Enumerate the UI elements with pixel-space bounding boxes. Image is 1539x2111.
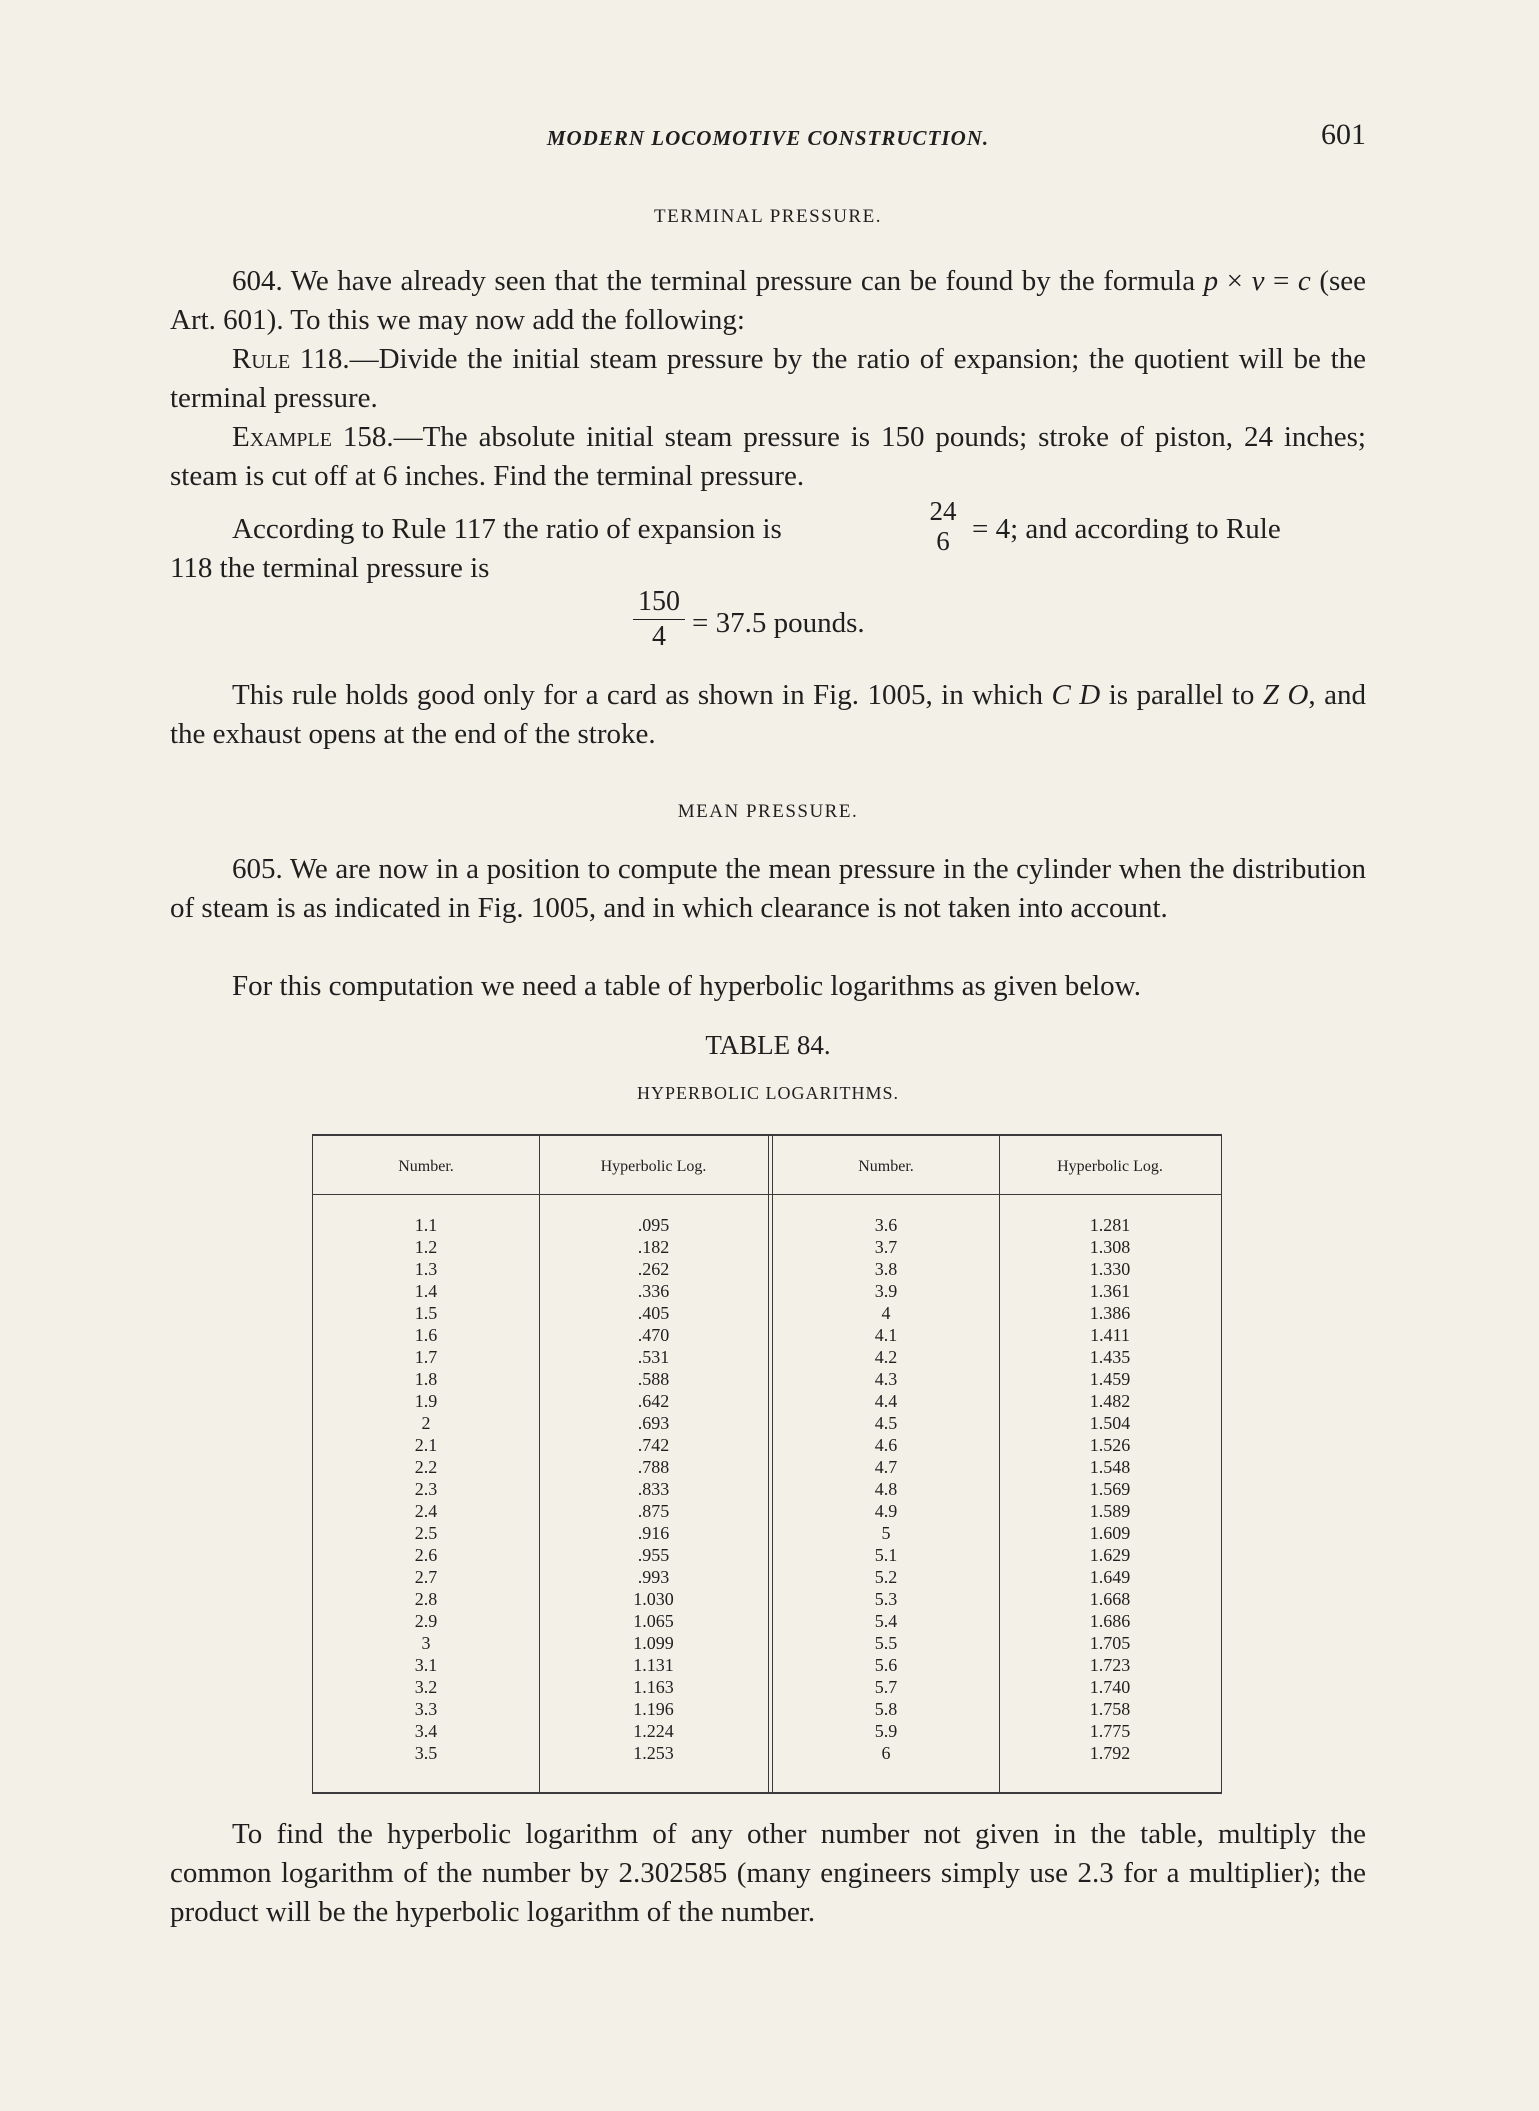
- cell-log: 1.435: [1089, 1347, 1131, 1367]
- cell-number: 1.6: [414, 1325, 438, 1345]
- cell-number: 5.5: [874, 1633, 898, 1653]
- cell-log: .336: [637, 1281, 670, 1301]
- cell-number: 4.4: [874, 1391, 898, 1411]
- cell-number: 4.6: [874, 1435, 898, 1455]
- rule-holds-zo: Z O: [1262, 679, 1309, 711]
- example-158: [170, 418, 1366, 496]
- cell-number: 5.2: [874, 1567, 898, 1587]
- p604-lead: 604. We have already seen that the terminal pressure can be found by the formula: [232, 265, 1204, 297]
- p604-tail: (see Art. 601). To this we may now add the following:: [170, 265, 1367, 336]
- cell-log: .588: [637, 1369, 670, 1389]
- cell-log: .470: [637, 1325, 670, 1345]
- cell-number: 3.6: [874, 1215, 898, 1235]
- closing-text: To find the hyperbolic logarithm of any other number not given in the table, multiply the common logarithm of the number by 2.302585 (many engineers simply use 2.3 for a multiplier); the product will be the hyperbolic logarithm of the number.: [170, 1818, 1366, 1928]
- cell-log: 1.686: [1089, 1611, 1131, 1631]
- ratio-fraction: [923, 496, 963, 556]
- column-log-left: [539, 1214, 768, 1764]
- table-intro-text: For this computation we need a table of hyperbolic logarithms as given below.: [232, 970, 1141, 1002]
- ratio-numerator: 24: [929, 496, 957, 526]
- cell-log: 1.065: [633, 1611, 674, 1631]
- cell-number: 2.5: [414, 1523, 438, 1543]
- cell-log: .095: [637, 1215, 670, 1235]
- closing-paragraph: [170, 1815, 1366, 1932]
- cell-log: 1.308: [1089, 1237, 1131, 1257]
- ratio-denominator: 6: [936, 526, 950, 556]
- cell-log: 1.163: [633, 1677, 674, 1697]
- cell-log: 1.723: [1089, 1655, 1131, 1675]
- hyperbolic-log-table: [312, 1134, 1222, 1794]
- cell-number: 3.4: [414, 1721, 438, 1741]
- cell-number: 4.1: [874, 1325, 898, 1345]
- cell-log: 1.030: [633, 1589, 674, 1609]
- according-text: According to Rule 117 the ratio of expansion is: [232, 513, 782, 545]
- cell-log: .531: [637, 1347, 670, 1367]
- cell-number: 2.7: [414, 1567, 438, 1587]
- cell-log: 1.459: [1089, 1369, 1131, 1389]
- rule-holds-mid: is parallel to: [1100, 679, 1263, 711]
- cell-number: 1.5: [414, 1303, 438, 1323]
- cell-log: 1.281: [1089, 1215, 1131, 1235]
- rule-label: Rule: [232, 343, 291, 375]
- paragraph-605: [170, 850, 1366, 928]
- table-intro-paragraph: [170, 967, 1366, 1006]
- formula-equals: =: [1264, 265, 1298, 297]
- cell-number: 2.4: [414, 1501, 438, 1521]
- cell-log: 1.589: [1089, 1501, 1131, 1521]
- cell-number: 3.5: [414, 1743, 438, 1763]
- header-number-left: Number.: [398, 1158, 454, 1175]
- cell-number: 4.3: [874, 1369, 898, 1389]
- cell-number: 2.3: [414, 1479, 438, 1499]
- formula-p: p: [1203, 265, 1219, 297]
- cell-number: 4.7: [874, 1457, 898, 1477]
- cell-number: 5.4: [874, 1611, 898, 1631]
- cell-log: .693: [637, 1413, 670, 1433]
- cell-number: 2: [421, 1413, 431, 1433]
- according-line-2: 118 the terminal pressure is: [170, 552, 490, 584]
- cell-number: 3.3: [414, 1699, 438, 1719]
- cell-number: 3: [421, 1633, 431, 1653]
- column-log-right: [999, 1214, 1221, 1764]
- cell-number: 3.1: [414, 1655, 438, 1675]
- cell-log: .875: [637, 1501, 670, 1521]
- cell-number: 1.9: [414, 1391, 438, 1411]
- cell-number: 2.6: [414, 1545, 438, 1565]
- cell-log: 1.330: [1089, 1259, 1131, 1279]
- cell-log: .642: [637, 1391, 670, 1411]
- page-number: 601: [1321, 118, 1366, 151]
- cell-log: .262: [637, 1259, 670, 1279]
- cell-number: 2.1: [414, 1435, 438, 1455]
- cell-number: 4.2: [874, 1347, 898, 1367]
- cell-number: 2.8: [414, 1589, 438, 1609]
- cell-log: .916: [637, 1523, 670, 1543]
- cell-number: 5.3: [874, 1589, 898, 1609]
- column-number-left: [313, 1214, 539, 1764]
- cell-number: 1.4: [414, 1281, 438, 1301]
- pressure-denominator: 4: [633, 619, 685, 654]
- ratio-result: = 4; and according to Rule: [972, 513, 1281, 545]
- cell-log: 1.649: [1089, 1567, 1131, 1587]
- cell-number: 3.9: [874, 1281, 898, 1301]
- table-title: TABLE 84.: [705, 1030, 831, 1060]
- cell-log: 1.099: [633, 1633, 674, 1653]
- section-heading-terminal: TERMINAL PRESSURE.: [654, 206, 882, 227]
- cell-log: 1.758: [1089, 1699, 1131, 1719]
- cell-number: 4: [881, 1303, 891, 1323]
- cell-log: .182: [637, 1237, 670, 1257]
- cell-log: 1.224: [633, 1721, 674, 1741]
- cell-number: 1.3: [414, 1259, 438, 1279]
- running-header: [170, 118, 1366, 158]
- cell-log: 1.196: [633, 1699, 674, 1719]
- formula-c: c: [1297, 265, 1311, 297]
- header-log-right: Hyperbolic Log.: [1057, 1158, 1163, 1175]
- cell-log: 1.668: [1089, 1589, 1131, 1609]
- p605-text: 605. We are now in a position to compute the mean pressure in the cylinder when the distribution of steam is as indicated in Fig. 1005, and in which clearance is not taken into account.: [170, 853, 1366, 924]
- rule-text: 118.—Divide the initial steam pressure by the ratio of expansion; the quotient will be the terminal pressure.: [170, 343, 1366, 414]
- cell-log: 1.705: [1089, 1633, 1131, 1653]
- example-label: Example: [232, 421, 332, 453]
- cell-log: .955: [637, 1545, 670, 1565]
- cell-number: 3.7: [874, 1237, 898, 1257]
- cell-number: 3.2: [414, 1677, 438, 1697]
- cell-number: 5.8: [874, 1699, 898, 1719]
- cell-log: 1.131: [633, 1655, 674, 1675]
- cell-number: 3.8: [874, 1259, 898, 1279]
- cell-log: .993: [637, 1567, 670, 1587]
- header-rule: [313, 1194, 1221, 1195]
- cell-log: .788: [637, 1457, 670, 1477]
- cell-number: 1.2: [414, 1237, 438, 1257]
- cell-log: .833: [637, 1479, 670, 1499]
- cell-log: 1.629: [1089, 1545, 1131, 1565]
- cell-number: 4.8: [874, 1479, 898, 1499]
- pressure-numerator: 150: [638, 586, 680, 617]
- rule-holds-tail: , and the exhaust opens at the end of the stroke.: [170, 679, 1366, 750]
- cell-log: 1.526: [1089, 1435, 1131, 1455]
- rule-holds-cd: C D: [1051, 679, 1101, 711]
- cell-log: 1.775: [1089, 1721, 1131, 1741]
- cell-number: 5.9: [874, 1721, 898, 1741]
- cell-number: 6: [881, 1743, 891, 1763]
- cell-number: 1.7: [414, 1347, 438, 1367]
- running-title: MODERN LOCOMOTIVE CONSTRUCTION.: [546, 126, 990, 150]
- cell-number: 5.6: [874, 1655, 898, 1675]
- cell-log: .405: [637, 1303, 670, 1323]
- cell-log: 1.361: [1089, 1281, 1131, 1301]
- cell-log: 1.504: [1089, 1413, 1131, 1433]
- cell-number: 1.8: [414, 1369, 438, 1389]
- cell-number: 5.1: [874, 1545, 898, 1565]
- formula-v: v: [1251, 265, 1265, 297]
- column-number-right: [773, 1214, 999, 1764]
- cell-log: 1.386: [1089, 1303, 1131, 1323]
- cell-log: 1.569: [1089, 1479, 1131, 1499]
- cell-log: 1.609: [1089, 1523, 1131, 1543]
- cell-log: .742: [637, 1435, 670, 1455]
- table-subtitle: HYPERBOLIC LOGARITHMS.: [636, 1083, 899, 1103]
- rule-118: [170, 340, 1366, 418]
- cell-log: 1.411: [1090, 1325, 1130, 1345]
- cell-log: 1.792: [1089, 1743, 1131, 1763]
- cell-number: 4.5: [874, 1413, 898, 1433]
- cell-number: 5: [881, 1523, 891, 1543]
- cell-number: 1.1: [414, 1215, 438, 1235]
- cell-number: 2.9: [414, 1611, 438, 1631]
- paragraph-604: [170, 262, 1366, 340]
- header-log-left: Hyperbolic Log.: [600, 1158, 707, 1175]
- cell-log: 1.482: [1089, 1391, 1131, 1411]
- pressure-result: = 37.5 pounds.: [692, 607, 865, 639]
- example-text: 158.—The absolute initial steam pressure is 150 pounds; stroke of piston, 24 inches; steam is cut off at 6 inches. Find the terminal pressure.: [170, 421, 1366, 492]
- formula-times: ×: [1218, 265, 1252, 297]
- cell-number: 2.2: [414, 1457, 438, 1477]
- cell-number: 4.9: [874, 1501, 898, 1521]
- cell-log: 1.740: [1089, 1677, 1131, 1697]
- rule-holds-lead: This rule holds good only for a card as shown in Fig. 1005, in which: [232, 679, 1052, 711]
- pressure-fraction: [633, 585, 685, 654]
- cell-log: 1.253: [633, 1743, 674, 1763]
- cell-number: 5.7: [874, 1677, 898, 1697]
- rule-holds-paragraph: [170, 676, 1366, 754]
- section-heading-mean: MEAN PRESSURE.: [677, 801, 859, 822]
- header-number-right: Number.: [858, 1158, 914, 1175]
- cell-log: 1.548: [1089, 1457, 1131, 1477]
